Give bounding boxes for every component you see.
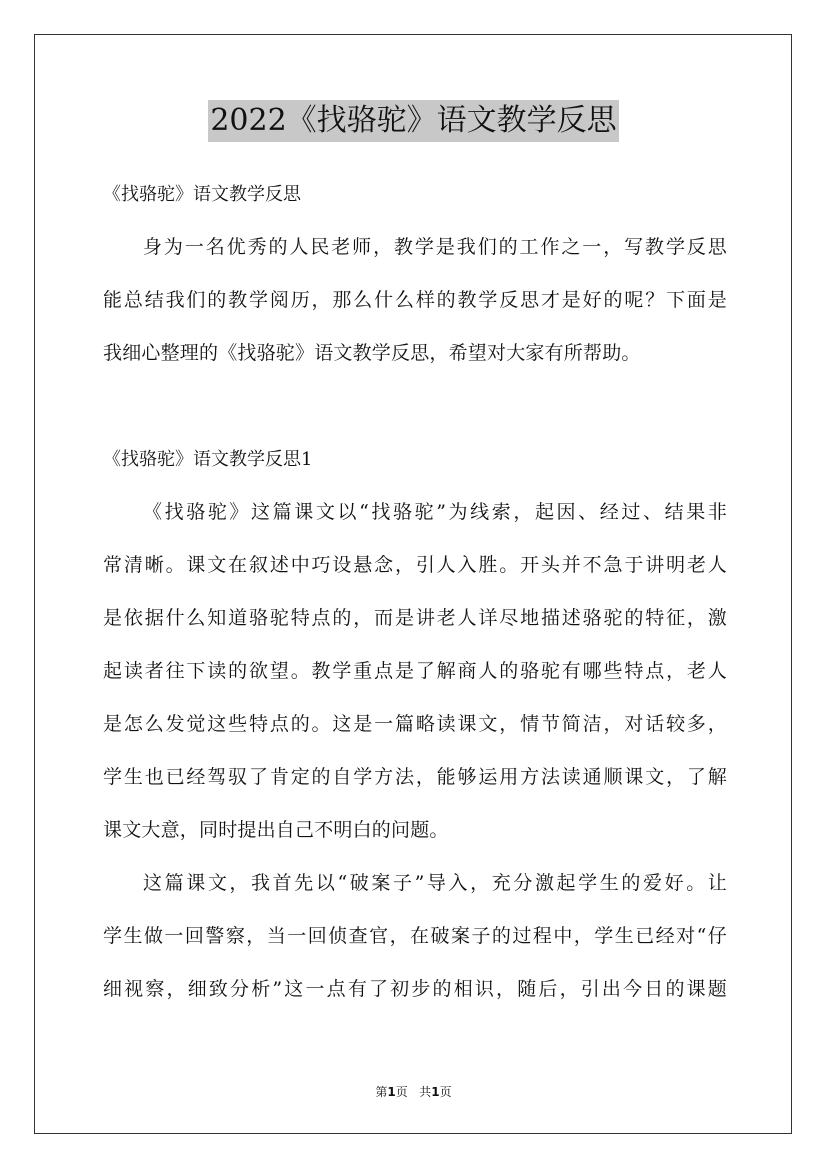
paragraph-line: 起读者往下读的欲望。教学重点是了解商人的骆驼有哪些特点，老人	[103, 660, 727, 682]
paragraph-line: 这篇课文，我首先以“破案子”导入，充分激起学生的爱好。让	[143, 872, 727, 894]
total-pages-count: 1	[431, 1085, 440, 1099]
page-footer	[0, 1082, 827, 1102]
document-title: 2022《找骆驼》语文教学反思	[208, 100, 618, 142]
page-number-prefix: 第	[375, 1085, 388, 1099]
paragraph-1	[103, 486, 727, 857]
paragraph-2	[103, 857, 727, 1016]
paragraph-line: 学生做一回警察，当一回侦查官，在破案子的过程中，学生已经对“仔	[103, 925, 727, 947]
page-number-suffix: 页	[395, 1085, 408, 1099]
paragraph-line: 《找骆驼》这篇课文以“找骆驼”为线索，起因、经过、结果非	[143, 501, 727, 523]
document-subtitle: 《找骆驼》语文教学反思	[103, 184, 301, 205]
intro-line: 能总结我们的教学阅历，那么什么样的教学反思才是好的呢？下面是	[103, 289, 727, 311]
paragraph-line: 是依据什么知道骆驼特点的，而是讲老人详尽地描述骆驼的特征，激	[103, 607, 727, 629]
total-pages-prefix: 共	[419, 1085, 432, 1099]
paragraph-line: 是怎么发觉这些特点的。这是一篇略读课文，情节简洁，对话较多，	[103, 713, 727, 735]
paragraph-line: 常清晰。课文在叙述中巧设悬念，引人入胜。开头并不急于讲明老人	[103, 554, 727, 576]
section-heading: 《找骆驼》语文教学反思1	[103, 449, 313, 470]
title-container	[0, 100, 827, 142]
paragraph-line: 课文大意，同时提出自己不明白的问题。	[103, 819, 449, 841]
page-number-current: 1	[387, 1085, 396, 1099]
intro-line: 身为一名优秀的人民老师，教学是我们的工作之一，写教学反思	[143, 236, 727, 258]
document-body	[103, 168, 727, 1016]
intro-line: 我细心整理的《找骆驼》语文教学反思，希望对大家有所帮助。	[103, 342, 641, 364]
paragraph-line: 细视察，细致分析”这一点有了初步的相识，随后，引出今日的课题	[103, 978, 727, 1000]
intro-paragraph	[103, 221, 727, 380]
total-pages-suffix: 页	[439, 1085, 452, 1099]
spacer	[103, 380, 727, 433]
paragraph-line: 学生也已经驾驭了肯定的自学方法，能够运用方法读通顺课文，了解	[103, 766, 727, 788]
